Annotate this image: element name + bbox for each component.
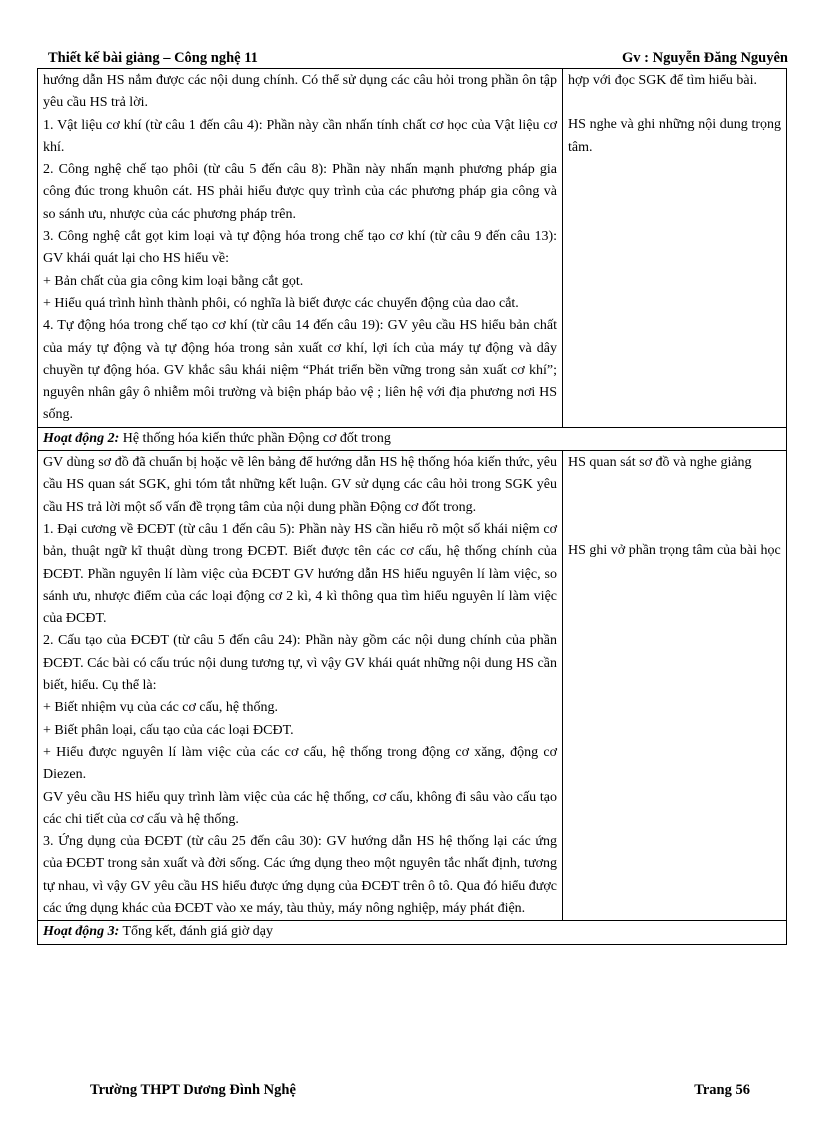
paragraph: + Hiểu quá trình hình thành phôi, có nghĩa là biết được các chuyển động của dao cắt. <box>43 295 519 311</box>
paragraph: 1. Đại cương về ĐCĐT (từ câu 1 đến câu 5): Phần này HS cần hiểu rõ một số khái niệm cơ bản, thuật ngữ kĩ thuật dùng trong ĐCĐT. Biết được tên các cơ cấu, hệ thống chính của ĐCĐT. Phần nguyên lí làm việc của ĐCĐT GV hướng dẫn HS hiểu nguyên lí làm việc, so sánh ưu, nhược điểm của các loại động cơ 2 kì, 4 kì thông qua tìm hiểu nguyên lí làm việc của ĐCĐT. <box>43 521 557 627</box>
table-row <box>38 451 787 921</box>
paragraph: 3. Ứng dụng của ĐCĐT (từ câu 25 đến câu 30): GV hướng dẫn HS hệ thống lại các ứng của ĐCĐT trong sản xuất và đời sống. Các ứng dụng theo một nguyên tắc nhất định, tương tự nhau, vì vậy GV yêu cầu HS hiểu được ứng dụng của ĐCĐT trên ô tô. Qua đó hiểu được các ứng dụng khác của ĐCĐT vào xe máy, tàu thủy, máy nông nghiệp, máy phát điện. <box>43 834 557 916</box>
paragraph: + Hiểu được nguyên lí làm việc của các cơ cấu, hệ thống trong động cơ xăng, động cơ Diezen. <box>43 744 557 783</box>
student-activity-cell <box>563 69 787 428</box>
paragraph: 1. Vật liệu cơ khí (từ câu 1 đến câu 4): Phần này cần nhấn tính chất cơ học của Vật liệu cơ khí. <box>43 117 557 155</box>
paragraph: HS quan sát sơ đồ và nghe giảng <box>568 455 752 471</box>
activity-3-heading <box>38 921 787 944</box>
paragraph: GV dùng sơ đồ đã chuẩn bị hoặc vẽ lên bảng để hướng dẫn HS hệ thống hóa kiến thức, yêu cầu HS quan sát SGK, ghi tóm tắt những kết luận. GV sử dụng các câu hỏi trong SGK yêu cầu HS trả lời một số vấn đề trọng tâm của nội dung phần Động cơ đốt trong. <box>43 455 557 515</box>
activity-row <box>38 921 787 944</box>
paragraph: + Biết phân loại, cấu tạo của các loại ĐCĐT. <box>43 722 294 738</box>
header-author: Gv : Nguyễn Đăng Nguyên <box>622 50 788 66</box>
paragraph: HS ghi vở phần trọng tâm của bài học <box>568 543 781 559</box>
student-activity-cell <box>563 451 787 921</box>
paragraph: HS nghe và ghi những nội dung trọng tâm. <box>568 117 781 155</box>
teacher-activity-cell <box>38 451 563 921</box>
activity-title: Hệ thống hóa kiến thức phần Động cơ đốt trong <box>119 430 391 446</box>
page-header <box>48 48 788 68</box>
page-number: Trang 56 <box>694 1082 750 1098</box>
paragraph: 4. Tự động hóa trong chế tạo cơ khí (từ câu 14 đến câu 19): GV yêu cầu HS hiểu bản chất của máy tự động và tự động hóa trong sản xuất cơ khí, lợi ích của máy tự động và dây chuyền tự động hóa. GV khắc sâu khái niệm “Phát triển bền vững trong sản xuất cơ khí”; nguyên nhân gây ô nhiễm môi trường và biện pháp bảo vệ ; liên hệ với địa phương nơi HS sống. <box>43 318 557 423</box>
teacher-activity-cell <box>38 69 563 428</box>
paragraph: + Biết nhiệm vụ của các cơ cấu, hệ thống. <box>43 700 278 716</box>
header-title: Thiết kế bài giảng – Công nghệ 11 <box>48 50 258 66</box>
activity-label: Hoạt động 3: <box>43 924 120 940</box>
footer-school: Trường THPT Dương Đình Nghệ <box>90 1082 296 1098</box>
paragraph: 3. Công nghệ cắt gọt kim loại và tự động hóa trong chế tạo cơ khí (từ câu 9 đến câu 13): GV khái quát lại cho HS hiểu về: <box>43 229 557 267</box>
activity-label: Hoạt động 2: <box>43 430 120 446</box>
paragraph: hướng dẫn HS nắm được các nội dung chính. Có thể sử dụng các câu hỏi trong phần ôn tập yêu cầu HS trả lời. <box>43 73 557 111</box>
paragraph: GV yêu cầu HS hiểu quy trình làm việc của các hệ thống, cơ cấu, không đi sâu vào cấu tạo các chi tiết của cơ cấu và hệ thống. <box>43 789 557 827</box>
paragraph: 2. Cấu tạo của ĐCĐT (từ câu 5 đến câu 24): Phần này gồm các nội dung chính của phần ĐCĐT. Các bài có cấu trúc nội dung tương tự, vì vậy GV khái quát những nội dung HS cần biết, hiểu. Cụ thể là: <box>43 633 557 694</box>
paragraph: 2. Công nghệ chế tạo phôi (từ câu 5 đến câu 8): Phần này nhấn mạnh phương pháp gia công đúc trong khuôn cát. HS phải hiểu được quy trình của các phương pháp gia công và so sánh ưu, nhược của các phương pháp trên. <box>43 162 557 222</box>
paragraph: + Bản chất của gia công kim loại bằng cắt gọt. <box>43 273 304 289</box>
activity-2-heading <box>38 427 787 450</box>
activity-row <box>38 427 787 450</box>
activity-title: Tổng kết, đánh giá giờ dạy <box>119 924 273 940</box>
lesson-table <box>37 68 787 945</box>
table-row <box>38 69 787 428</box>
paragraph: hợp với đọc SGK để tìm hiểu bài. <box>568 73 758 88</box>
